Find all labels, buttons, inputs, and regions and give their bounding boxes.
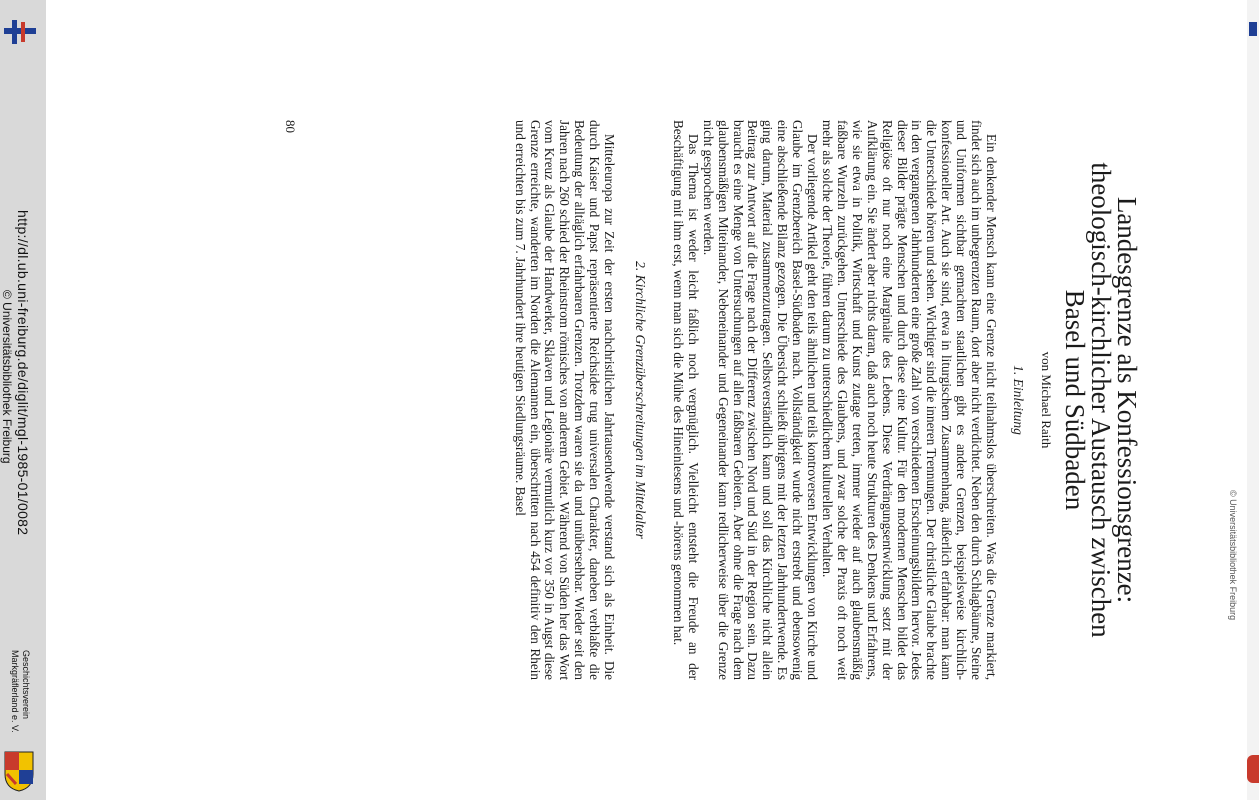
paragraph-4: Mitteleuropa zur Zeit der ersten nachchristlichen Jahrtausendwende verstand sich als Einheit. Die durch Kaiser und Papst repräsentierte Reichsidee trug universalen Charakter, daneben verblaßte die Bedeutung der alltäglich erfahrbaren Grenzen. Trotzdem waren sie da und unübersehbar. Wieder seit den Jahren nach 260 schied der Rheinstrom römisches von anderem Gebiet. Während von Süden her das Wort vom Kreuz als Glaube der Handwerker, Sklaven und Legionäre vermutlich kurz vor 350 in Augst diese Grenze erreichte, wanderten im Norden die Alemannen ein, überschritten nach 454 definitiv den Rhein und erreichten bis zum 7. Jahrhundert ihre heutigen Siedlungsräume. Basel [512, 120, 618, 680]
title-line-1: Landesgrenze als Konfessionsgrenze: [1112, 196, 1142, 604]
title-line-2: theologisch-kirchlicher Austausch zwischen [1086, 162, 1116, 638]
title-line-3: Basel und Südbaden [1060, 289, 1090, 511]
paragraph-3: Das Thema ist weder leicht faßlich noch vergnüglich. Vielleicht entsteht die Freude an der Beschäftigung mit ihm erst, wenn man sich die Mühe des Hineinlesens und -hörens genommen hat. [670, 120, 701, 680]
document-url[interactable]: http://dl.ub.uni-freiburg.de/diglit/mgl-1985-01/0082 [15, 210, 31, 536]
right-marker-red [1247, 755, 1259, 783]
right-margin-strip [1247, 0, 1259, 800]
article-author: von Michael Raith [1039, 351, 1054, 449]
copyright-notice: © Universitätsbibliothek Freiburg [0, 290, 14, 464]
society-name-line2: Markgräflerland e. V. [10, 650, 20, 733]
section-heading-2: 2. Kirchliche Grenzüberschreitungen im Mittelalter [633, 261, 649, 539]
society-crest-icon [4, 750, 34, 792]
paragraph-2: Der vorliegende Artikel geht den teils ähnlichen und teils kontroversen Entwicklungen von Kirche und Glaube im Grenzbereich Basel-Südbaden nach. Vollständigkeit wurde nicht erstrebt und ebensowenig eine abschließende Bilanz gezogen. Die Übersicht schließt übrigens mit der letzten Jahrhundertwende. Es ging darum, Material zusammenzutragen. Selbstverständlich kann und soll das Kirchliche nicht allein Beitrag zur Antwort auf die Frage nach der Differenz zwischen Nord und Süd in der Region sein. Dazu braucht es eine Menge von Untersuchungen auf allen faßbaren Gebieten. Aber ohne die Frage nach dem glaubensmäßigen Miteinander, Nebeneinander und Gegeneinander kann redlicherweise über die Grenze nicht gesprochen werden. [700, 120, 821, 680]
library-logo-icon [4, 18, 36, 46]
society-name-line1: Geschichtsverein [21, 650, 31, 720]
paragraph-1: Ein denkender Mensch kann eine Grenze nicht teilnahmslos überschreiten. Was die Grenze markiert, findet sich auch im unbegrenzten Raum, dort aber nicht verdichtet. Neben den durch Schlagbäume, Steine und Uniformen sichtbar gemachten staatlichen gibt es andere Grenzen, beispielsweise kirchlich-konfessioneller Art. Auch sie sind, etwa in liturgischem Zusammenhang, äußerlich erfahrbar: man kann die Unterschiede hören und sehen. Wichtiger sind die inneren Trennungen. Der christliche Glaube brachte in den vergangenen Jahrhunderten eine große Zahl von verschiedenen Erscheinungsbildern hervor. Jedes dieser Bilder prägte Menschen und durch diese eine Kultur. Für den modernen Menschen bildet das Religiöse oft nur noch eine Marginalie des Lebens. Diese Verdrängungsentwicklung setzt mit der Aufklärung ein. Sie ändert aber nichts daran, daß auch noch heute Strukturen des Denkens und Erfahrens, wie sie etwa in Politik, Wirtschaft und Kunst zutage treten, immer wieder auf auch glaubensmäßig faßbare Wurzeln zurückgehen. Unterschiede des Glaubens, und zwar solche der Praxis oft noch weit mehr als solche der Theorie, führen darum zu unterschiedlichem kulturellen Verhalten. [820, 120, 999, 680]
scanned-page [180, 120, 1140, 680]
edge-copyright: © Universitätsbibliothek Freiburg [1228, 490, 1238, 621]
section-heading-1: 1. Einleitung [1011, 365, 1026, 435]
library-sidebar [0, 0, 46, 800]
page-number: 80 [283, 120, 298, 133]
right-marker-blue [1249, 22, 1257, 36]
article-title [1062, 120, 1140, 680]
